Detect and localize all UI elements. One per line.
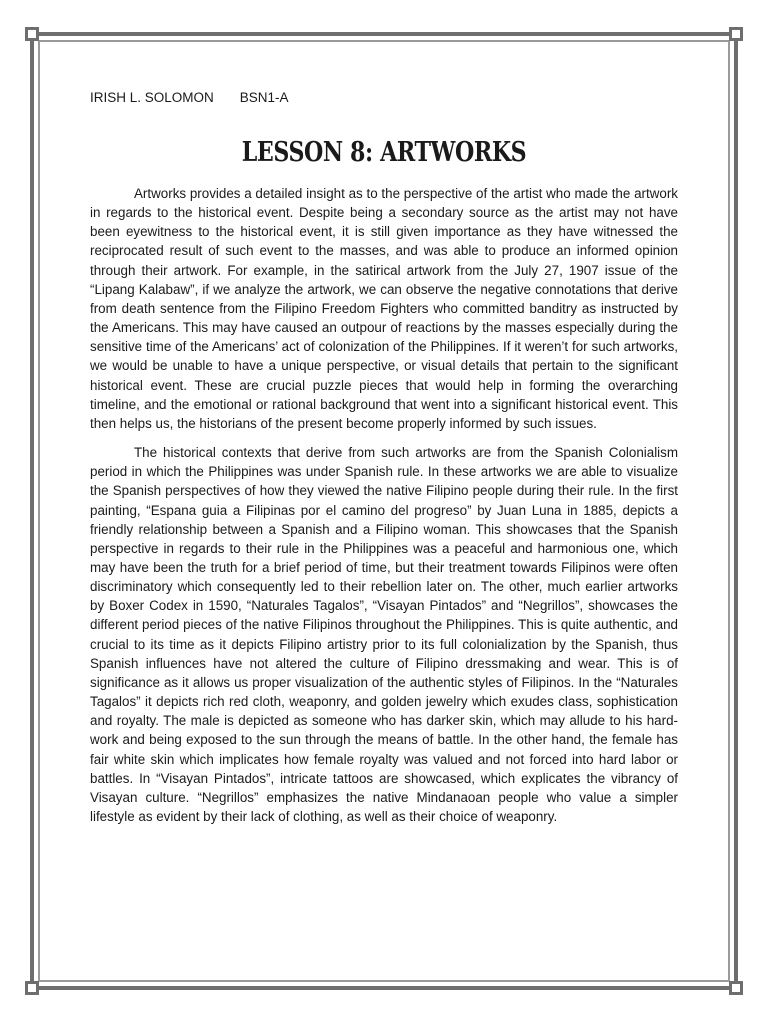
author-name: IRISH L. SOLOMON: [90, 90, 214, 105]
paragraph: The historical contexts that derive from such artworks are from the Spanish Colonialism period in which the Philippines was under Spanish rule. In these artworks we are able to visualize the Spanish perspectives of how they viewed the native Filipino people during their rule. In the first painting, “Espana guia a Filipinas por el camino del progreso” by Juan Luna in 1885, depicts a friendly relationship between a Spanish and a Filipino woman. This showcases that the Spanish perspective in regards to their rule in the Philippines was a peaceful and harmonious one, which may have been the truth for a brief period of time, but their treatment towards Filipinos were often discriminatory which consequently led to their rebellion later on. The other, much earlier artworks by Boxer Codex in 1590, “Naturales Tagalos”, “Visayan Pintados” and “Negrillos”, showcases the different period pieces of the native Filipinos throughout the Philippines. This is quite authentic, and crucial to its time as it depicts Filipino artistry prior to its full colonialization by the Spanish, thus Spanish influences have not altered the culture of Filipino dressmaking and wear. This is of significance as it allows us proper visualization of the authentic styles of Filipinos. In the “Naturales Tagalos” it depicts rich red cloth, weaponry, and golden jewelry which exudes class, sophistication and royalty. The male is depicted as someone who has darker skin, which may allude to his hard-work and being exposed to the sun through the means of battle. In the other hand, the female has fair white skin which implicates how female royalty was valued and not forced into hard labor or battles. In “Visayan Pintados”, intricate tattoos are showcased, which explicates the vibrancy of Visayan culture. “Negrillos” emphasizes the native Mindanaoan people who value a simpler lifestyle as evident by their lack of clothing, as well as their choice of weaponry.: [90, 445, 678, 824]
document-body: [90, 90, 678, 836]
paragraph: Artworks provides a detailed insight as to the perspective of the artist who made the artwork in regards to the historical event. Despite being a secondary source as the artist may not have been eyewitness to the historical event, it is still given importance as they have witnessed the reciprocated result of such event to the masses, and was able to produce an informed opinion through their artwork. For example, in the satirical artwork from the July 27, 1907 issue of the “Lipang Kalabaw”, if we analyze the artwork, we can observe the negative connotations that derive from death sentence from the Filipino Freedom Fighters who committed banditry as instructed by the Americans. This may have caused an outpour of reactions by the masses especially during the sensitive time of the Americans’ act of colonization of the Philippines. If it weren’t for such artworks, we would be unable to have a unique perspective, or visual details that pertain to the significant historical event. These are crucial puzzle pieces that would help in forming the overarching timeline, and the emotional or rational background that went into a significant historical event. This then helps us, the historians of the present become properly informed by such issues.: [90, 186, 678, 431]
border-corner-ornament: [25, 981, 39, 995]
page-title: LESSON 8: ARTWORKS: [241, 137, 527, 168]
author-line: [90, 90, 678, 105]
class-section: BSN1-A: [239, 90, 289, 105]
border-corner-ornament: [729, 981, 743, 995]
border-corner-ornament: [25, 27, 39, 41]
border-corner-ornament: [729, 27, 743, 41]
